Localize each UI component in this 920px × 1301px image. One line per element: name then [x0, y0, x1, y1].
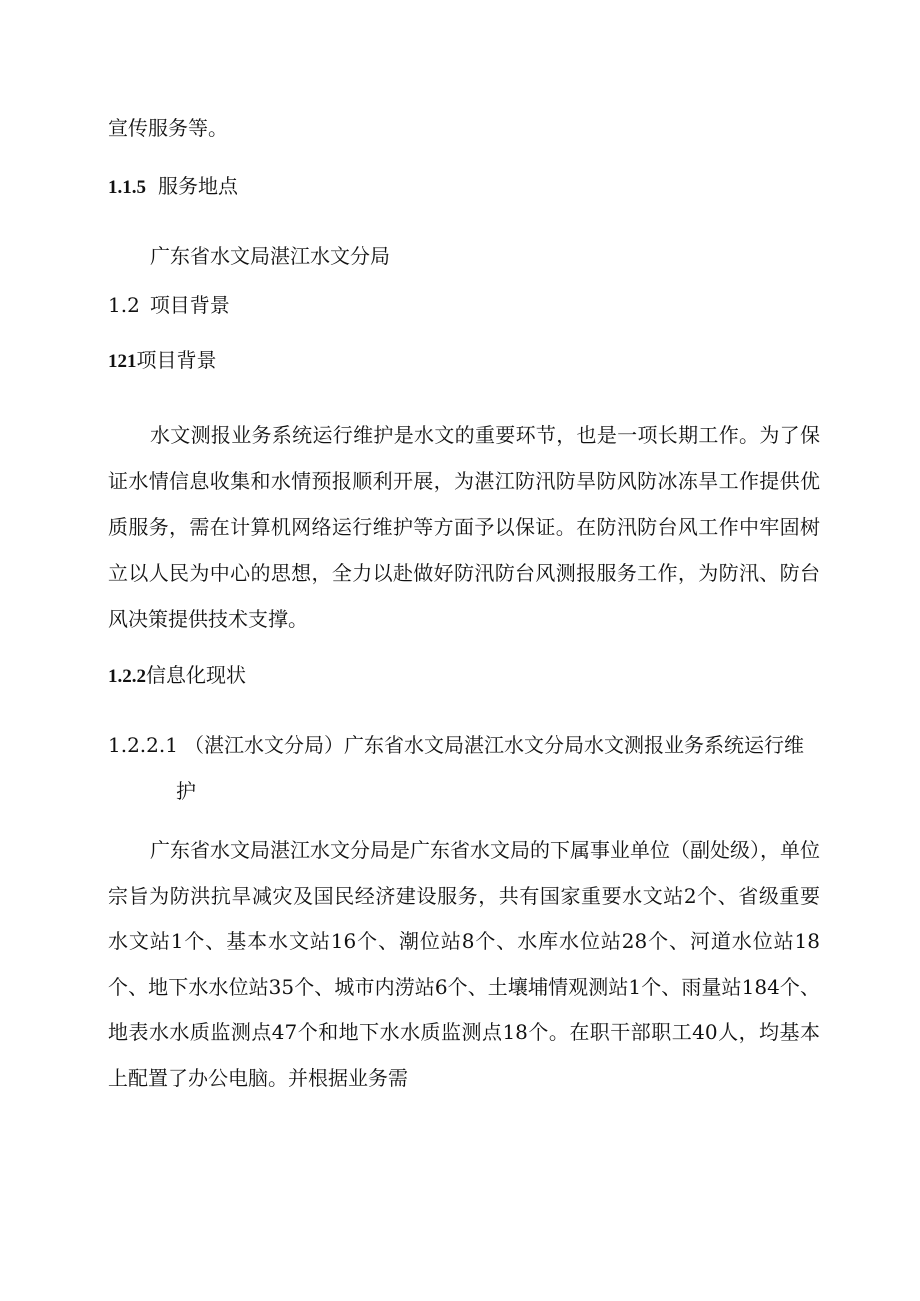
intro-line: 宣传服务等。 — [108, 116, 228, 140]
paragraph-status: 广东省水文局湛江水文分局是广东省水文局的下属事业单位（副处级），单位宗旨为防洪抗旱减灾及国民经济建设服务，共有国家重要水文站2个、省级重要水文站1个、基本水文站16个、潮位站8个、水库水位站28个、河道水位站18个、地下水水位站35个、城市内涝站6个、土壤埔情观测站1个、雨量站184个、地表水水质监测点47个和地下水水质监测点18个。在职干部职工40人，均基本上配置了办公电脑。并根据业务需 — [108, 838, 820, 1090]
heading-1-2-2-1 — [108, 722, 820, 814]
heading-1-2-1 — [108, 346, 217, 376]
service-location: 广东省水文局湛江水文分局 — [150, 244, 390, 268]
heading-number: 1.2.2.1 — [108, 733, 178, 757]
heading-title: 项目背景 — [149, 293, 230, 317]
heading-number: 1.1.5 — [108, 177, 146, 198]
heading-number: 121 — [108, 351, 137, 372]
heading-number: 1.2 — [108, 293, 140, 317]
heading-title-line1: （湛江水文分局）广东省水文局湛江水文分局水文测报业务系统运行维 — [183, 733, 804, 757]
paragraph-background: 水文测报业务系统运行维护是水文的重要环节，也是一项长期工作。为了保证水情信息收集和水情预报顺利开展，为湛江防汛防旱防风防冰冻旱工作提供优质服务，需在计算机网络运行维护等方面予以保证。在防汛防台风工作中牢固树立以人民为中心的思想，全力以赴做好防汛防台风测报服务工作，为防汛、防台风决策提供技术支撑。 — [108, 423, 820, 631]
heading-title: 信息化现状 — [146, 663, 246, 687]
heading-title: 服务地点 — [158, 174, 238, 198]
heading-1-2-2 — [108, 661, 246, 691]
heading-1-1-5 — [108, 172, 238, 202]
heading-title-line2: 护 — [176, 779, 196, 803]
heading-title: 项目背景 — [136, 348, 217, 372]
heading-number: 1.2.2 — [108, 666, 146, 687]
heading-1-2 — [108, 291, 230, 319]
